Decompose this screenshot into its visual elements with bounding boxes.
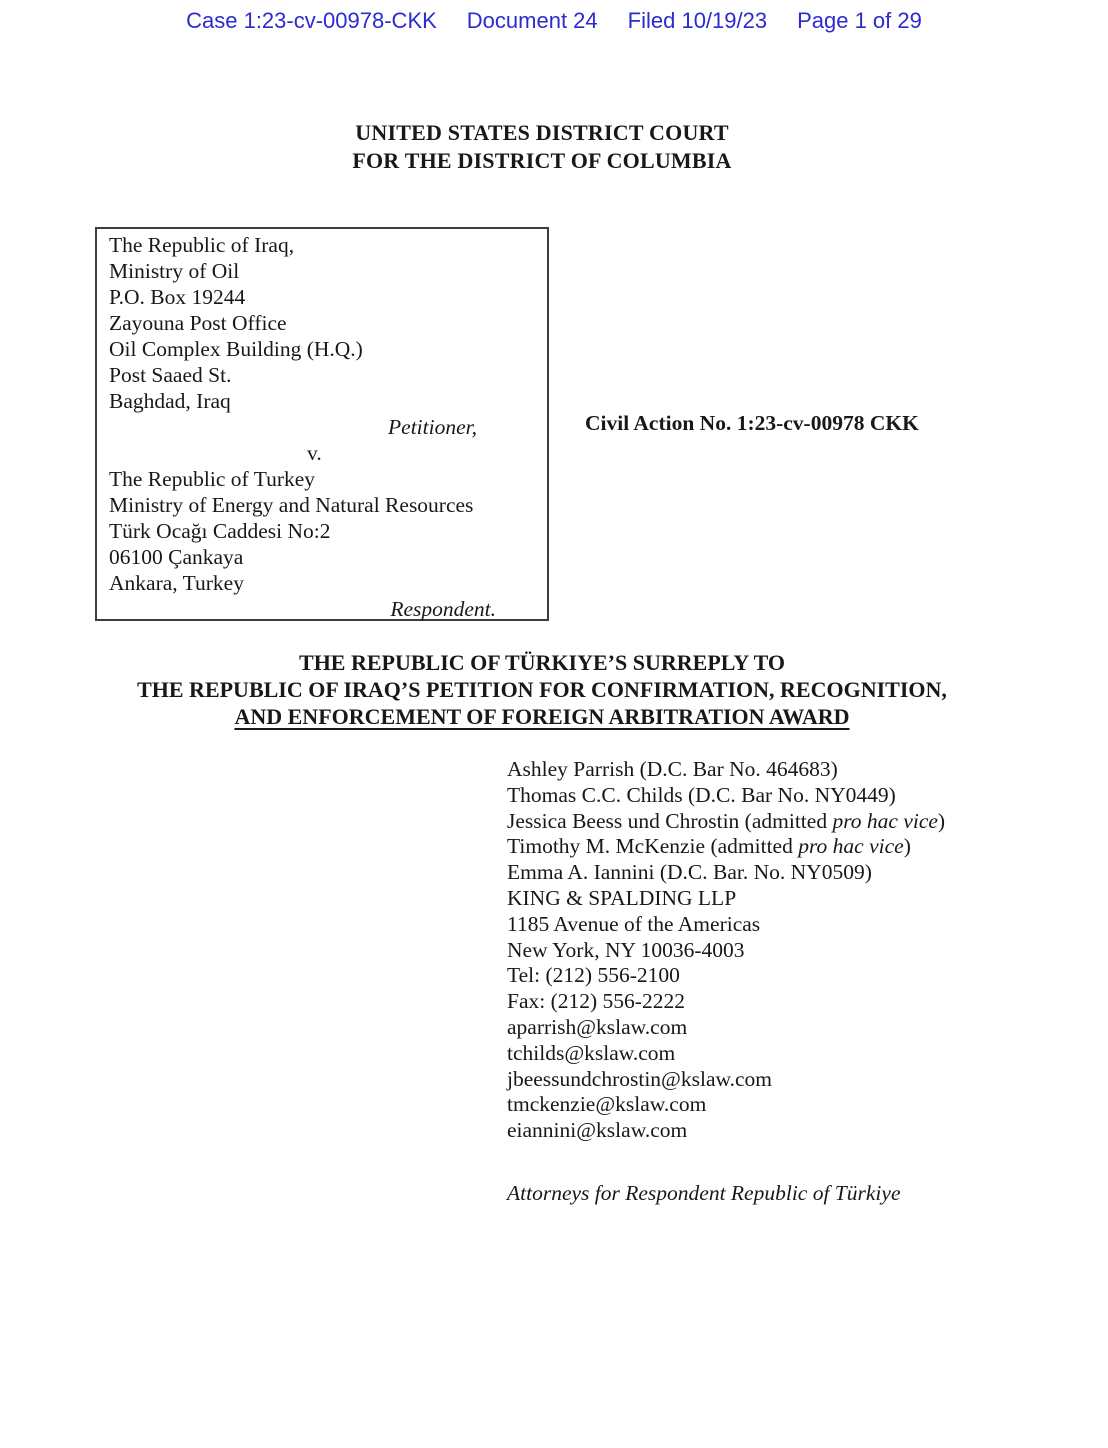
document-title-line-2: THE REPUBLIC OF IRAQ’S PETITION FOR CONFIRMATION, RECOGNITION, bbox=[137, 677, 947, 702]
respondent-address bbox=[109, 466, 547, 596]
counsel-line: New York, NY 10036-4003 bbox=[507, 937, 745, 962]
court-heading bbox=[0, 119, 1084, 175]
caption-line: Türk Ocağı Caddesi No:2 bbox=[109, 519, 331, 543]
caption-line: Ankara, Turkey bbox=[109, 571, 244, 595]
petitioner-label: Petitioner, bbox=[388, 415, 477, 439]
caption-line: Zayouna Post Office bbox=[109, 311, 287, 335]
caption-line: Baghdad, Iraq bbox=[109, 389, 231, 413]
counsel-line: tchilds@kslaw.com bbox=[507, 1040, 676, 1065]
petitioner-address bbox=[109, 232, 547, 414]
document-title bbox=[0, 649, 1084, 730]
counsel-line: 1185 Avenue of the Americas bbox=[507, 911, 761, 936]
counsel-line: jbeessundchrostin@kslaw.com bbox=[507, 1066, 773, 1091]
respondent-label: Respondent. bbox=[390, 597, 496, 621]
counsel-line: eiannini@kslaw.com bbox=[507, 1118, 688, 1143]
attorneys-for-respondent-line: Attorneys for Respondent Republic of Türkiye bbox=[507, 1181, 901, 1205]
pacer-stamp-header bbox=[0, 8, 1108, 34]
court-district: FOR THE DISTRICT OF COLUMBIA bbox=[352, 148, 732, 173]
counsel-line: Thomas C.C. Childs (D.C. Bar No. NY0449) bbox=[507, 782, 896, 807]
document-title-line-1: THE REPUBLIC OF TÜRKIYE’S SURREPLY TO bbox=[299, 650, 785, 675]
pacer-page-number: Page 1 of 29 bbox=[797, 8, 922, 33]
caption-line: Oil Complex Building (H.Q.) bbox=[109, 337, 363, 361]
caption-line: Post Saaed St. bbox=[109, 363, 232, 387]
caption-line: The Republic of Iraq, bbox=[109, 233, 295, 257]
caption-line: Ministry of Energy and Natural Resources bbox=[109, 493, 474, 517]
counsel-line: tmckenzie@kslaw.com bbox=[507, 1092, 707, 1117]
counsel-line: Fax: (212) 556-2222 bbox=[507, 989, 685, 1014]
caption-line: Ministry of Oil bbox=[109, 259, 240, 283]
case-caption-box bbox=[95, 227, 549, 621]
counsel-line: aparrish@kslaw.com bbox=[507, 1014, 688, 1039]
pacer-filed-date: Filed 10/19/23 bbox=[627, 8, 768, 33]
caption-line: 06100 Çankaya bbox=[109, 545, 244, 569]
versus-label: v. bbox=[307, 441, 322, 465]
caption-line: The Republic of Turkey bbox=[109, 467, 316, 491]
pacer-document-number: Document 24 bbox=[466, 8, 598, 33]
counsel-line: KING & SPALDING LLP bbox=[507, 885, 737, 910]
counsel-line: Ashley Parrish (D.C. Bar No. 464683) bbox=[507, 757, 838, 781]
counsel-line: Jessica Beess und Chrostin (admitted pro hac vice) bbox=[507, 808, 946, 833]
civil-action-number: Civil Action No. 1:23-cv-00978 CKK bbox=[585, 411, 919, 435]
caption-line: P.O. Box 19244 bbox=[109, 285, 246, 309]
court-name: UNITED STATES DISTRICT COURT bbox=[355, 120, 729, 145]
pacer-case-number: Case 1:23-cv-00978-CKK bbox=[186, 8, 437, 33]
counsel-line: Emma A. Iannini (D.C. Bar. No. NY0509) bbox=[507, 860, 872, 885]
counsel-line: Timothy M. McKenzie (admitted pro hac vice) bbox=[507, 834, 911, 859]
counsel-block bbox=[507, 757, 945, 1144]
counsel-line: Tel: (212) 556-2100 bbox=[507, 963, 680, 988]
document-title-line-3: AND ENFORCEMENT OF FOREIGN ARBITRATION AWARD bbox=[234, 704, 850, 729]
